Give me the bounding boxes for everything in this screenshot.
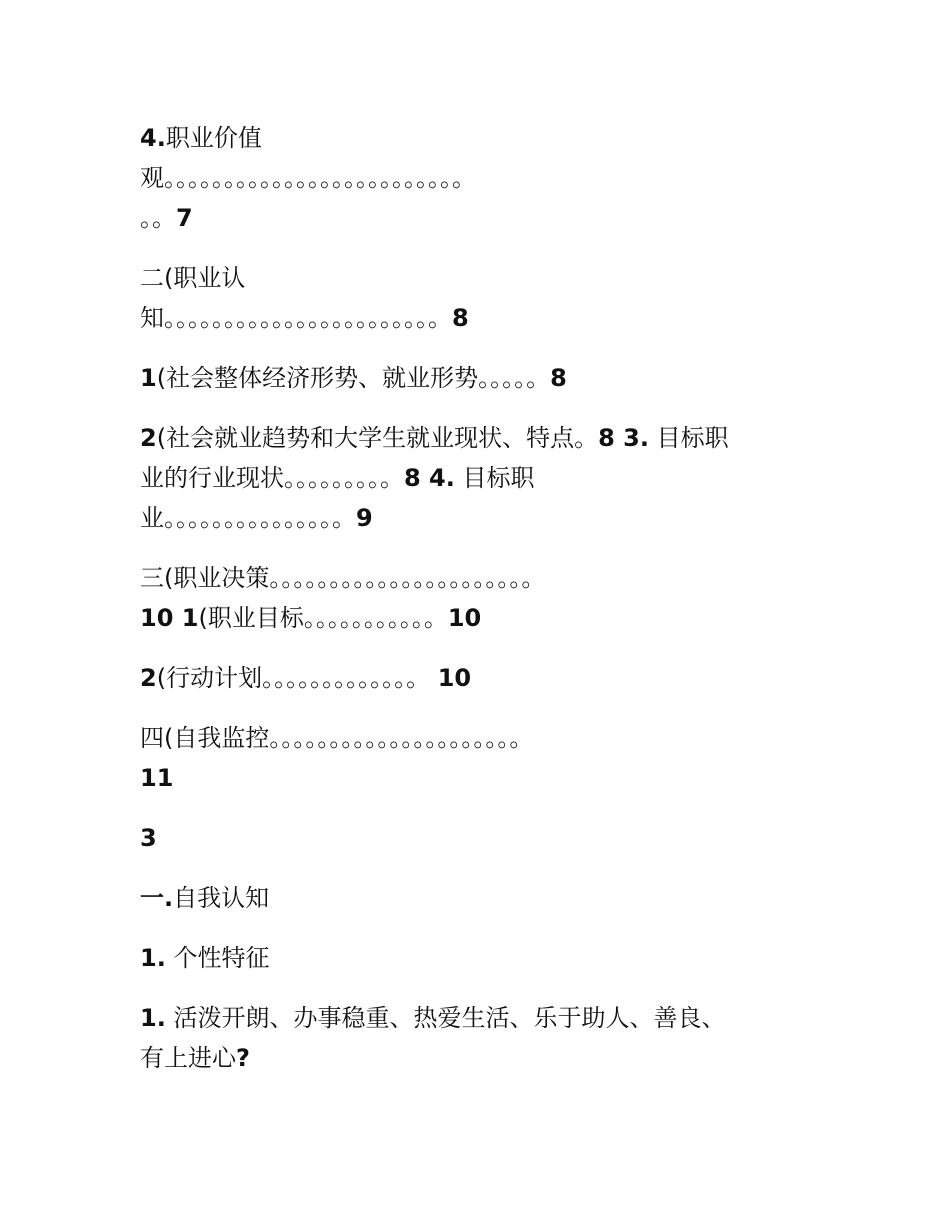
toc-entry-action-plan [140, 658, 830, 698]
toc-page-number: 9 [356, 504, 373, 532]
toc-text: 四(自我监控。。。。。。。。。。。。。。。。。。。。。 [140, 724, 534, 752]
toc-text: 目标职 [454, 464, 535, 492]
toc-text: (职业目标。。。。。。。。。。。 [198, 604, 448, 632]
toc-number: 4. [140, 124, 166, 152]
document-page [140, 118, 830, 1098]
body-line [140, 998, 830, 1038]
toc-line [140, 158, 830, 198]
item-text: 活泼开朗、办事稳重、热爱生活、乐于助人、善良、 [165, 1004, 726, 1032]
toc-text: 二(职业认 [140, 264, 246, 292]
toc-line [140, 358, 830, 398]
heading-text: 自我认知 [173, 884, 270, 912]
heading-line [140, 878, 830, 918]
toc-page-number: 8 [550, 364, 567, 392]
toc-text: 知。。。。。。。。。。。。。。。。。。。。。。。 [140, 304, 452, 332]
toc-page-number: 7 [176, 204, 193, 232]
toc-page-number: 8 [452, 304, 469, 332]
toc-entry-economic-situation [140, 358, 830, 398]
subsection-heading [140, 938, 830, 978]
heading-number: 一. [140, 884, 174, 912]
toc-entry-career-values [140, 118, 830, 238]
toc-line [140, 298, 830, 338]
toc-line [140, 258, 830, 298]
toc-page-number: 10 [437, 664, 472, 692]
toc-text: (社会就业趋势和大学生就业现状、特点。 [156, 424, 599, 452]
toc-number: 2 [140, 424, 157, 452]
toc-line [140, 718, 830, 758]
toc-line [140, 498, 830, 538]
body-line [140, 1038, 830, 1078]
subheading-number: 1. [140, 944, 166, 972]
toc-text: 目标职 [648, 424, 729, 452]
toc-line [140, 118, 830, 158]
toc-text: 业。。。。。。。。。。。。。。。 [140, 504, 356, 532]
toc-page-number: 10 [447, 604, 482, 632]
toc-text: 三(职业决策。。。。。。。。。。。。。。。。。。。。。。 [140, 564, 546, 592]
toc-text: 业的行业现状。。。。。。。。。 [140, 464, 404, 492]
toc-line [140, 558, 830, 598]
toc-page-number: 11 [140, 764, 174, 792]
item-end-mark: ? [236, 1044, 250, 1072]
toc-entry-employment-trend [140, 418, 830, 538]
toc-page-number: 10 1 [140, 604, 199, 632]
toc-line [140, 598, 830, 638]
subheading-text: 个性特征 [165, 944, 270, 972]
section-heading [140, 878, 830, 918]
page-number: 3 [140, 824, 157, 852]
toc-text: (社会整体经济形势、就业形势。。。。。 [156, 364, 551, 392]
toc-text: (行动计划。。。。。。。。。。。。。 [156, 664, 438, 692]
toc-text: 职业价值 [165, 124, 262, 152]
item-number: 1. [140, 1004, 166, 1032]
page-number-paragraph [140, 818, 830, 858]
item-text: 有上进心 [140, 1044, 236, 1072]
toc-line [140, 458, 830, 498]
toc-entry-career-cognition [140, 258, 830, 338]
toc-text: 。。 [140, 204, 176, 232]
subheading-line [140, 938, 830, 978]
toc-number: 2 [140, 664, 157, 692]
toc-entry-self-monitoring [140, 718, 830, 798]
toc-line [140, 198, 830, 238]
toc-text: 观。。。。。。。。。。。。。。。。。。。。。。。。。 [140, 164, 476, 192]
toc-page-number: 8 3. [598, 424, 649, 452]
toc-line [140, 758, 830, 798]
toc-page-number: 8 4. [404, 464, 455, 492]
toc-line [140, 658, 830, 698]
toc-number: 1 [140, 364, 157, 392]
personality-item [140, 998, 830, 1078]
toc-entry-career-decision [140, 558, 830, 638]
toc-line [140, 418, 830, 458]
